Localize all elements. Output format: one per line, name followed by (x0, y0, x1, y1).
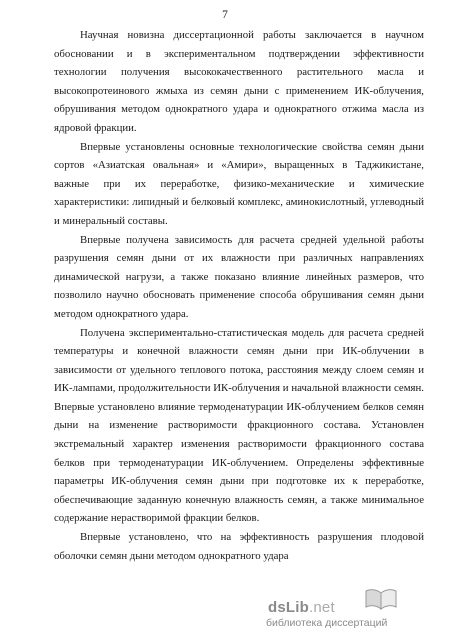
watermark-caption: библиотека диссертаций (266, 617, 388, 629)
watermark-logo (268, 599, 335, 616)
paragraph-shell-destruction: Впервые установлено, что на эффективность разрушения плодовой оболочки семян дыни методом однократного удара (54, 531, 424, 562)
paragraph-ir-model: Получена экспериментально-статистическая модель для расчета средней температуры и конечной влажности семян дыни при ИК-облучении в зависимости от удельного теплового потока, расстояния между слоем семян и ИК-лампами, продолжительности ИК-облучения и начальной влажности семян. Впервые установлено влияние термоденатурации ИК-облучением белков семян дыни на изменение растворимости фракционного состава. Установлен экстремальный характер изменения растворимости фракционного состава белков при термоденатурации ИК-облучением. Определены эффективные параметры ИК-облучения семян дыни при подготовке их к переработке, обеспечивающие заданную конечную влажность семян, а также минимальное содержание нерастворимой фракции белков. (54, 326, 424, 525)
paragraph-seed-properties: Впервые установлены основные технологические свойства семян дыни сортов «Азиатская овальная» и «Амири», выращенных в Таджикистане, важные при их переработке, физико-механические и химические характеристики: липидный и белковый комплекс, аминокислотный, углеводный и минеральный составы. (54, 140, 424, 227)
open-book-icon (364, 585, 398, 611)
page-number: 7 (222, 9, 228, 21)
document-body (54, 26, 424, 565)
paragraph-scientific-novelty: Научная новизна диссертационной работы заключается в научном обосновании и в экспериментальном подтверждении эффективности технологии получения высококачественного растительного масла и высокопротеинового жмыха из семян дыни с применением ИК-облучения, обрушивания методом однократного удара и однократного отжима масла из ядровой фракции. (54, 29, 424, 134)
watermark-logo-tld: .net (309, 599, 335, 616)
watermark-logo-main: dsLib (268, 599, 309, 616)
dslib-watermark (260, 593, 442, 633)
paragraph-destruction-work: Впервые получена зависимость для расчета средней удельной работы разрушения семян дыни от их влажности при различных направлениях динамической нагрузи, а также показано влияние линейных размеров, что позволило научно обосновать применение способа обрушивания семян дыни методом однократного удара. (54, 233, 424, 320)
